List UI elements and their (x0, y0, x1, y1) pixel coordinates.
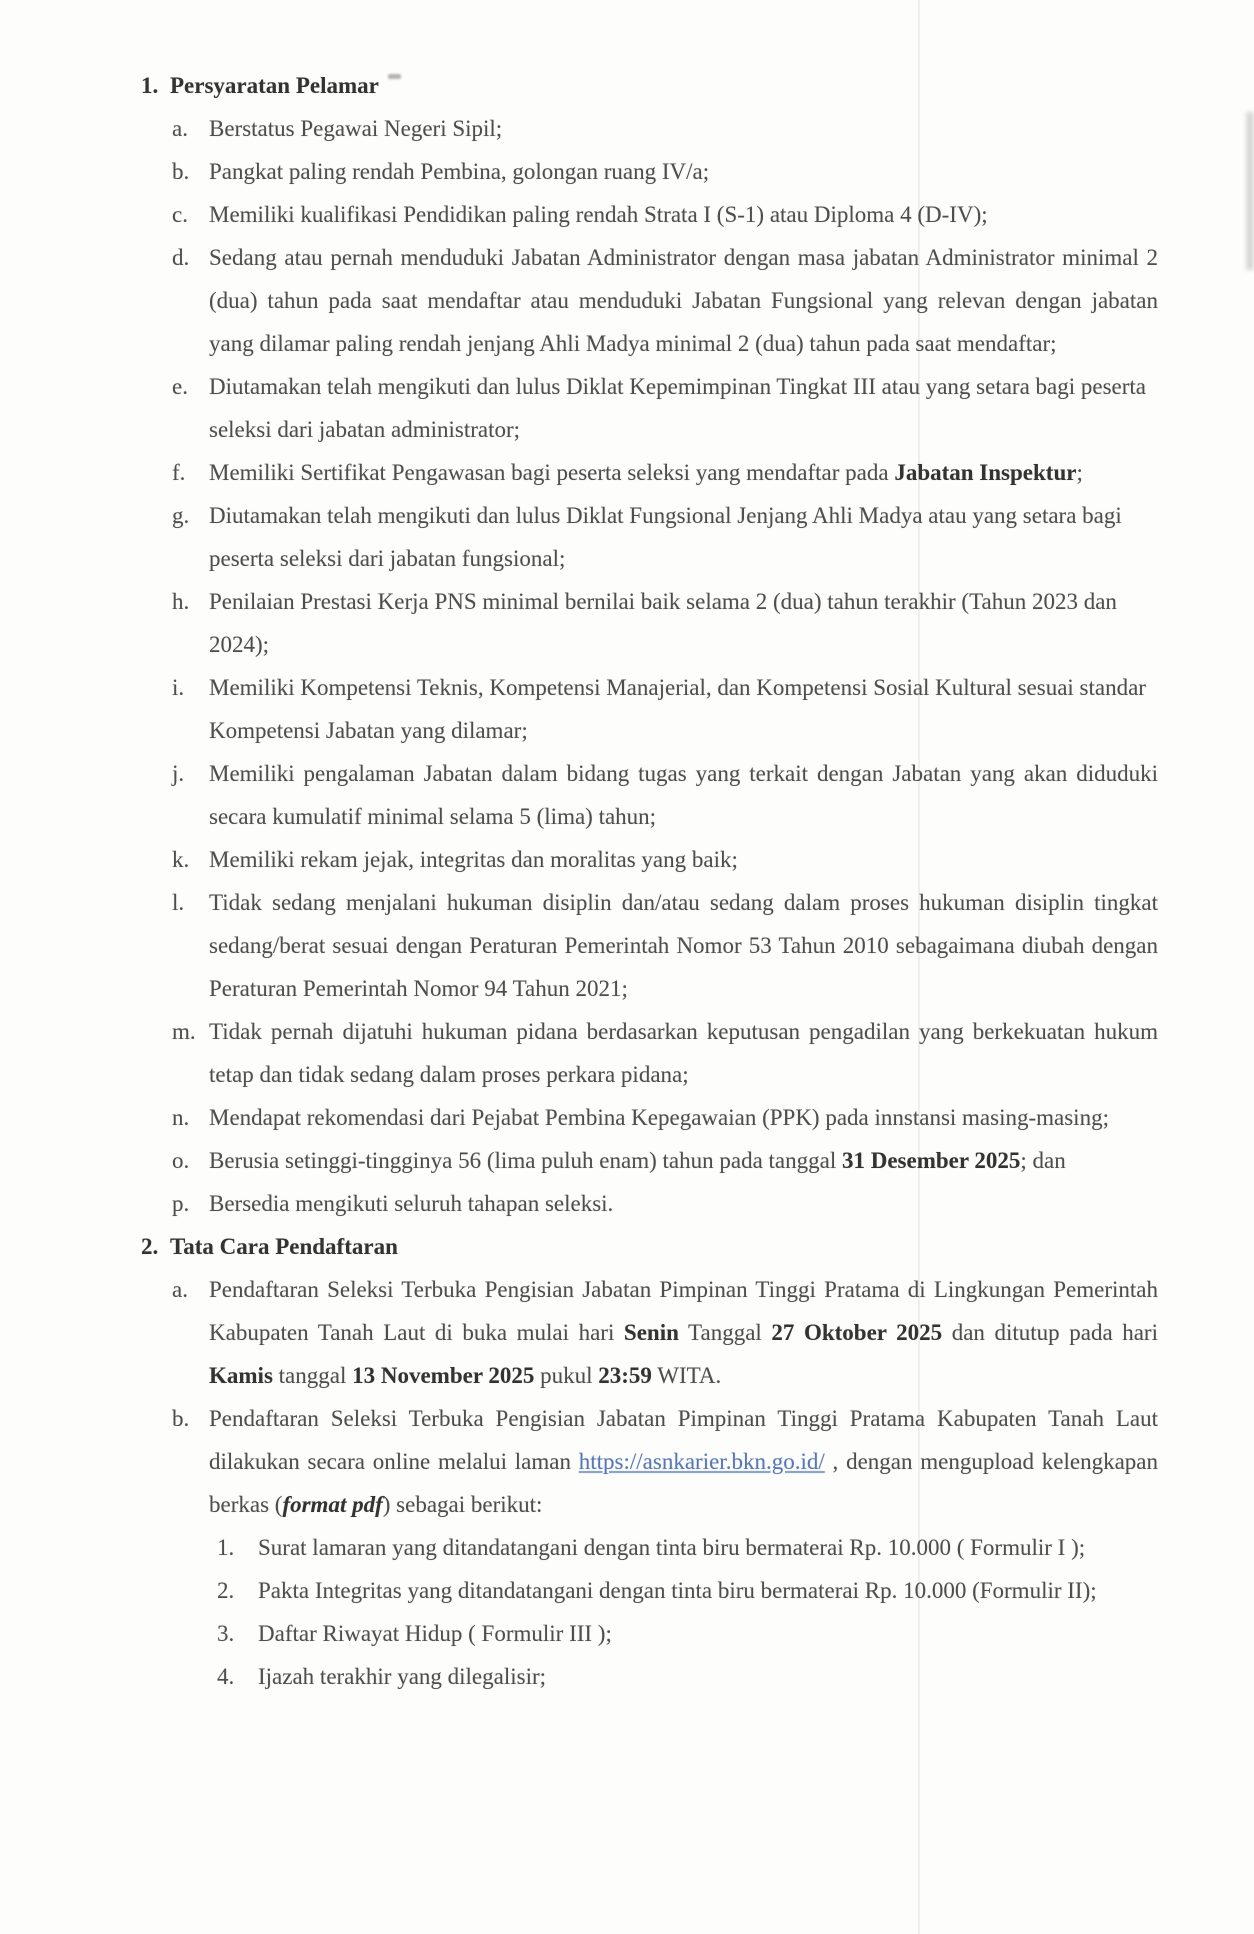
section-number: 2. (141, 1234, 159, 1259)
item-label: b. (172, 1406, 190, 1431)
list-item (172, 752, 1158, 838)
item-text (209, 1268, 1158, 1397)
text-segment: Kamis (209, 1363, 273, 1388)
sub-list-item (217, 1655, 1158, 1698)
text-segment: Senin (623, 1320, 679, 1345)
list-item (172, 1139, 1158, 1182)
text-segment: Tanggal (678, 1320, 772, 1345)
text-segment: ; dan (1020, 1148, 1066, 1173)
text-segment: 27 Oktober 2025 (771, 1320, 943, 1345)
text-segment: 23:59 (598, 1363, 652, 1388)
item-text (209, 1096, 1158, 1139)
text-segment: Mendapat rekomendasi dari Pejabat Pembina Kepegawaian (PPK) pada innstansi masing-masing; (209, 1105, 1109, 1130)
text-segment: Memiliki pengalaman Jabatan dalam bidang tugas yang terkait dengan Jabatan yang akan diduduki secara kumulatif minimal selama 5 (lima) tahun; (209, 761, 1158, 829)
subitem-label: 4. (217, 1664, 235, 1689)
text-segment: Pakta Integritas yang ditandatangani dengan tinta biru bermaterai Rp. 10.000 (Formulir II); (258, 1578, 1097, 1603)
item-text (209, 1182, 1158, 1225)
list-item (172, 1397, 1158, 1698)
item-label: i. (172, 675, 185, 700)
text-segment: Tidak sedang menjalani hukuman disiplin dan/atau sedang dalam proses hukuman disiplin tingkat sedang/berat sesuai dengan Peraturan Pemerintah Nomor 53 Tahun 2010 sebagaimana diubah dengan Peraturan Pemerintah Nomor 94 Tahun 2021; (209, 890, 1158, 1001)
list-item (172, 365, 1158, 451)
item-label: d. (172, 245, 190, 270)
item-label: l. (172, 890, 185, 915)
section (141, 1225, 1158, 1698)
text-segment: Jabatan Inspektur (894, 460, 1077, 485)
text-segment: Berusia setinggi-tingginya 56 (lima puluh enam) tahun pada tanggal (209, 1148, 842, 1173)
text-segment: Pangkat paling rendah Pembina, golongan ruang IV/a; (209, 159, 710, 184)
text-segment: Memiliki rekam jejak, integritas dan moralitas yang baik; (209, 847, 738, 872)
text-segment: Surat lamaran yang ditandatangani dengan tinta biru bermaterai Rp. 10.000 ( Formulir I ); (258, 1535, 1086, 1560)
sub-list (217, 1526, 1158, 1698)
document-body (141, 64, 1158, 1698)
item-text (209, 107, 1158, 150)
text-segment: Penilaian Prestasi Kerja PNS minimal bernilai baik selama 2 (dua) tahun terakhir (Tahun 2023 dan 2024); (209, 589, 1117, 657)
subitem-label: 3. (217, 1621, 235, 1646)
section-title: Tata Cara Pendaftaran (170, 1234, 398, 1259)
text-segment: ) sebagai berikut: (382, 1492, 543, 1517)
section-number: 1. (141, 73, 159, 98)
text-segment: 31 Desember 2025 (841, 1148, 1021, 1173)
item-label: g. (172, 503, 190, 528)
item-text (209, 838, 1158, 881)
item-label: k. (172, 847, 190, 872)
list-item (172, 193, 1158, 236)
text-segment: Ijazah terakhir yang dilegalisir; (258, 1664, 547, 1689)
text-segment: ; (1076, 460, 1083, 485)
subitem-label: 1. (217, 1535, 235, 1560)
section-items (172, 107, 1158, 1225)
text-segment: dan ditutup pada hari (942, 1320, 1158, 1345)
text-segment: 13 November 2025 (352, 1363, 535, 1388)
item-label: h. (172, 589, 190, 614)
item-label: o. (172, 1148, 190, 1173)
text-segment: tanggal (272, 1363, 353, 1388)
item-text (209, 451, 1158, 494)
text-segment: format pdf (282, 1492, 383, 1517)
list-item (172, 1182, 1158, 1225)
section-heading (141, 1225, 1158, 1268)
item-label: a. (172, 116, 188, 141)
item-text (209, 752, 1158, 838)
list-item (172, 838, 1158, 881)
section (141, 64, 1158, 1225)
list-item (172, 881, 1158, 1010)
list-item (172, 150, 1158, 193)
item-text (209, 150, 1158, 193)
section-items (172, 1268, 1158, 1698)
subitem-label: 2. (217, 1578, 235, 1603)
subitem-text (258, 1569, 1158, 1612)
registration-link[interactable]: https://asnkarier.bkn.go.id/ (578, 1449, 825, 1474)
section-title: Persyaratan Pelamar (170, 73, 379, 98)
item-label: f. (172, 460, 186, 485)
text-segment: Memiliki kualifikasi Pendidikan paling rendah Strata I (S-1) atau Diploma 4 (D-IV); (209, 202, 988, 227)
text-segment: Diutamakan telah mengikuti dan lulus Diklat Fungsional Jenjang Ahli Madya atau yang setara bagi peserta seleksi dari jabatan fungsional; (209, 503, 1122, 571)
subitem-text (258, 1655, 1158, 1698)
item-text (209, 666, 1158, 752)
item-text (209, 193, 1158, 236)
text-segment: Pendaftaran Seleksi Terbuka Pengisian Jabatan Pimpinan Tinggi Pratama di Lingkungan Pemerintah Kabupaten Tanah Laut di buka mulai hari (209, 1277, 1158, 1345)
item-text (209, 494, 1158, 580)
list-item (172, 1096, 1158, 1139)
item-label: a. (172, 1277, 188, 1302)
list-item (172, 236, 1158, 365)
sub-list-item (217, 1569, 1158, 1612)
list-item (172, 107, 1158, 150)
item-label: j. (172, 761, 185, 786)
item-text (209, 365, 1158, 451)
item-label: e. (172, 374, 188, 399)
text-segment: , dengan mengupload kelengkapan berkas ( (209, 1449, 1158, 1517)
text-segment: Bersedia mengikuti seluruh tahapan seleksi. (209, 1191, 614, 1216)
item-text (209, 580, 1158, 666)
sub-list-item (217, 1526, 1158, 1569)
list-item (172, 1010, 1158, 1096)
item-label: c. (172, 202, 188, 227)
text-segment: Berstatus Pegawai Negeri Sipil; (209, 116, 503, 141)
list-item (172, 494, 1158, 580)
text-segment: pukul (534, 1363, 599, 1388)
item-text (209, 1139, 1158, 1182)
list-item (172, 580, 1158, 666)
item-text (209, 881, 1158, 1010)
list-item (172, 1268, 1158, 1397)
item-label: n. (172, 1105, 190, 1130)
sub-list-item (217, 1612, 1158, 1655)
text-segment: WITA. (651, 1363, 722, 1388)
text-segment: Tidak pernah dijatuhi hukuman pidana berdasarkan keputusan pengadilan yang berkekuatan hukum tetap dan tidak sedang dalam proses perkara pidana; (209, 1019, 1158, 1087)
item-text (209, 1010, 1158, 1096)
list-item (172, 451, 1158, 494)
item-text (209, 236, 1158, 365)
text-segment: Memiliki Sertifikat Pengawasan bagi peserta seleksi yang mendaftar pada (209, 460, 895, 485)
item-label: p. (172, 1191, 190, 1216)
scan-artifact-smudge (1246, 112, 1254, 270)
text-segment: Pendaftaran Seleksi Terbuka Pengisian Jabatan Pimpinan Tinggi Pratama Kabupaten Tanah Laut dilakukan secara online melalui laman (209, 1406, 1158, 1474)
text-segment: Daftar Riwayat Hidup ( Formulir III ); (258, 1621, 612, 1646)
item-label: m. (172, 1019, 196, 1044)
section-heading (141, 64, 1158, 107)
subitem-text (258, 1526, 1158, 1569)
list-item (172, 666, 1158, 752)
text-segment: Sedang atau pernah menduduki Jabatan Administrator dengan masa jabatan Administrator minimal 2 (dua) tahun pada saat mendaftar atau menduduki Jabatan Fungsional yang relevan dengan jabatan yang dilamar paling rendah jenjang Ahli Madya minimal 2 (dua) tahun pada saat mendaftar; (209, 245, 1158, 356)
item-text (209, 1397, 1158, 1698)
subitem-text (258, 1612, 1158, 1655)
text-segment: Memiliki Kompetensi Teknis, Kompetensi Manajerial, dan Kompetensi Sosial Kultural sesuai standar Kompetensi Jabatan yang dilamar; (209, 675, 1146, 743)
item-label: b. (172, 159, 190, 184)
text-segment: Diutamakan telah mengikuti dan lulus Diklat Kepemimpinan Tingkat III atau yang setara bagi peserta seleksi dari jabatan administrator; (209, 374, 1147, 442)
